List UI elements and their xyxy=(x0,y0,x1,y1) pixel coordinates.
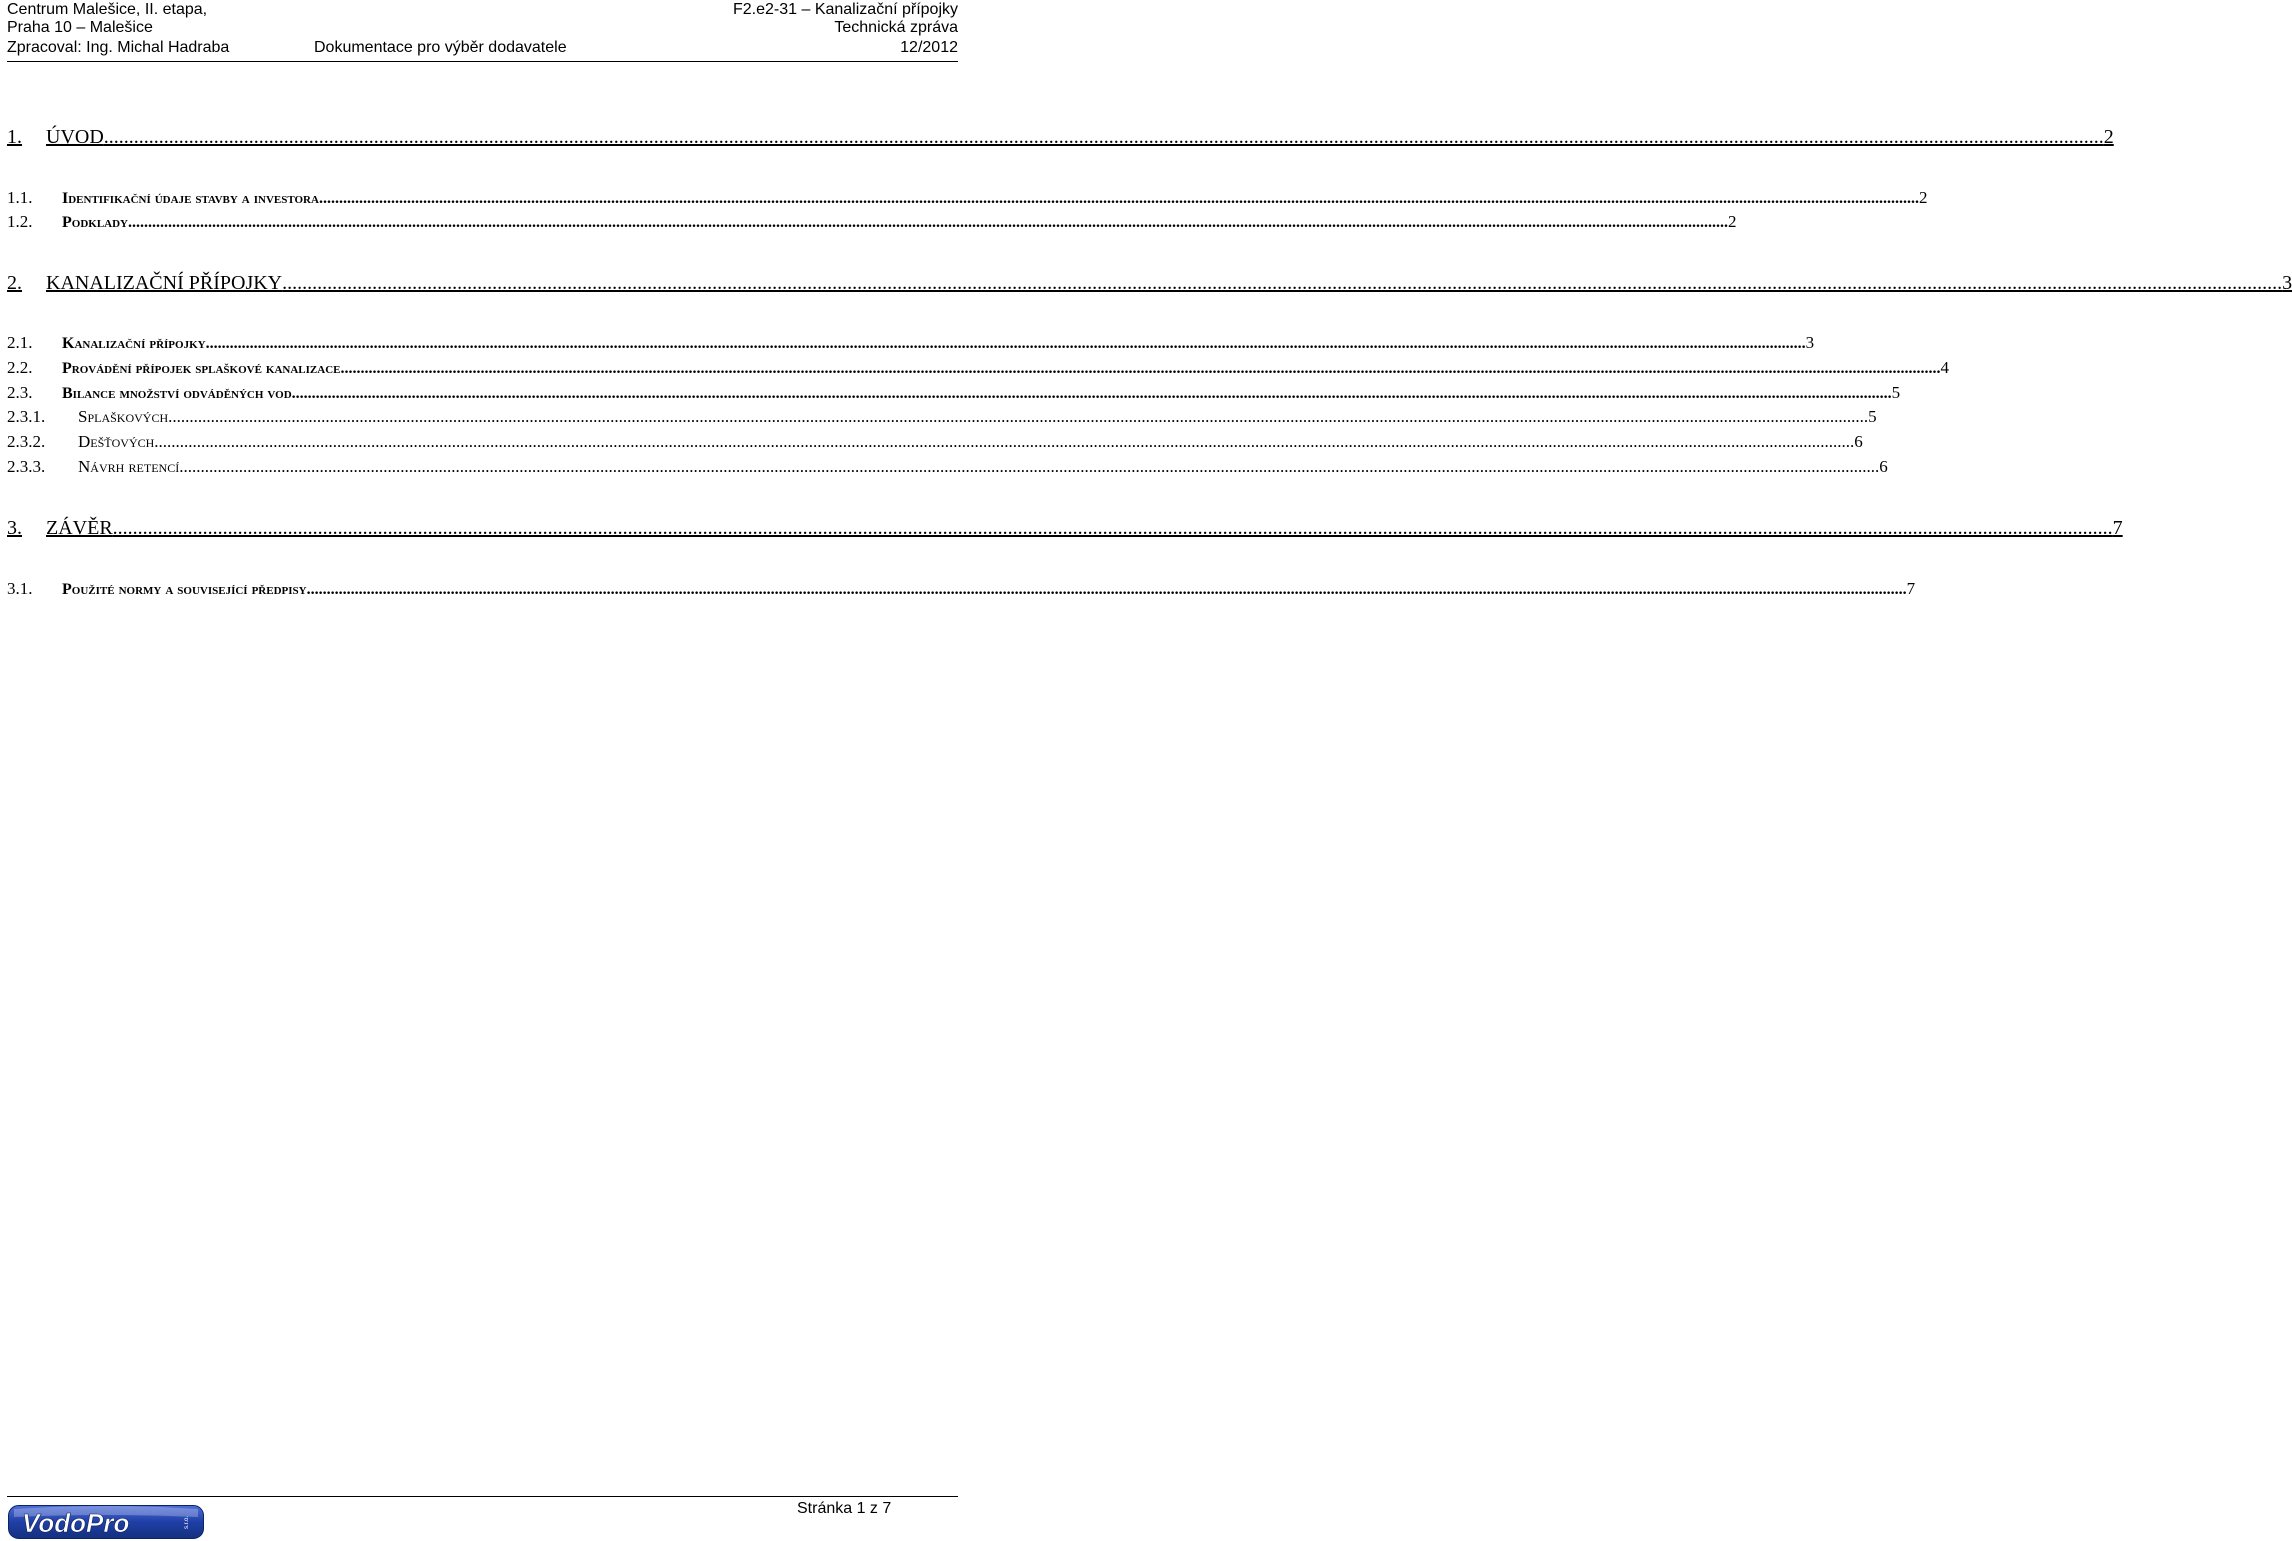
toc-entry-page: 6 xyxy=(1854,432,1863,451)
toc-entry-number: 2.3.3. xyxy=(7,457,46,476)
toc-entry-number: 3. xyxy=(7,517,22,539)
toc-entry-2-3-1[interactable] xyxy=(7,407,1877,431)
toc-entry-page: 2 xyxy=(1918,188,1928,207)
toc-entry-page: 5 xyxy=(1891,383,1901,402)
toc-entry-page: 7 xyxy=(1906,579,1916,598)
toc-entry-1-2[interactable] xyxy=(7,212,1737,236)
toc-entry-3-1[interactable] xyxy=(7,579,1916,603)
toc-entry-title: ZÁVĚR xyxy=(46,517,113,539)
toc-entry-title: Provádění přípojek splaškové kanalizace xyxy=(62,360,341,377)
toc-entry-page: 7 xyxy=(2112,517,2123,539)
toc-dot-leader: ................................................................................................................................................................................................................................................................................................................................................................................................................ xyxy=(340,360,1941,377)
toc-dot-leader: ................................................................................................................................................................................................................................................................................................................................................................................................................ xyxy=(112,517,2113,539)
toc-entry-title: Bilance množství odváděných vod xyxy=(62,385,292,402)
toc-dot-leader: ................................................................................................................................................................................................................................................................................................................................................................................................................ xyxy=(291,385,1892,402)
toc-entry-number: 1.1. xyxy=(7,188,33,207)
toc-entry-title: Dešťových xyxy=(78,432,155,451)
toc-entry-number: 2.3.1. xyxy=(7,407,46,426)
footer-divider xyxy=(7,1496,958,1497)
toc-entry-page: 4 xyxy=(1940,358,1949,377)
toc-entry-2-3-3[interactable] xyxy=(7,457,1888,481)
toc-entry-number: 3.1. xyxy=(7,579,33,598)
toc-entry-title: Splaškových xyxy=(78,407,169,426)
toc-entry-title: Podklady xyxy=(62,214,128,231)
toc-entry-title: ÚVOD xyxy=(46,126,104,148)
header-document-code: F2.e2-31 – Kanalizační přípojky xyxy=(732,1,958,18)
toc-entry-title: KANALIZAČNÍ PŘÍPOJKY xyxy=(46,272,283,294)
toc-entry-page: 3 xyxy=(2282,272,2292,294)
toc-entry-2-3[interactable] xyxy=(7,383,1901,407)
toc-entry-page: 5 xyxy=(1868,407,1877,426)
header-documentation-type: Dokumentace pro výběr dodavatele xyxy=(314,39,567,56)
toc-entry-page: 6 xyxy=(1879,457,1888,476)
toc-entry-1-1[interactable] xyxy=(7,188,1928,212)
toc-entry-title: Použité normy a související předpisy xyxy=(62,581,307,598)
table-of-contents xyxy=(0,0,2292,640)
toc-dot-leader: ................................................................................................................................................................................................................................................................................................................................................................................................................ xyxy=(128,214,1728,231)
toc-entry-page: 2 xyxy=(2103,126,2114,148)
toc-entry-2-1[interactable] xyxy=(7,333,1815,357)
header-project-name: Centrum Malešice, II. etapa, xyxy=(7,1,208,18)
logo-suffix: s.r.o. xyxy=(184,1515,190,1529)
toc-dot-leader: ................................................................................................................................................................................................................................................................................................................................................................................................................ xyxy=(318,190,1919,207)
toc-entry-number: 2.2. xyxy=(7,358,33,377)
vodopro-logo xyxy=(8,1505,204,1539)
toc-dot-leader: ................................................................................................................................................................................................................................................................................................................................................................................................................ xyxy=(168,407,1869,426)
toc-entry-2[interactable] xyxy=(7,272,2292,296)
toc-entry-2-2[interactable] xyxy=(7,358,1949,382)
toc-entry-title: Kanalizační přípojky xyxy=(62,335,206,352)
toc-dot-leader: ................................................................................................................................................................................................................................................................................................................................................................................................................ xyxy=(205,335,1806,352)
header-author: Zpracoval: Ing. Michal Hadraba xyxy=(7,39,230,56)
toc-entry-2-3-2[interactable] xyxy=(7,432,1863,456)
logo-wordmark: VodoPro xyxy=(22,1508,130,1538)
toc-entry-number: 2. xyxy=(7,272,22,294)
toc-entry-1[interactable] xyxy=(7,126,2114,150)
toc-dot-leader: ................................................................................................................................................................................................................................................................................................................................................................................................................ xyxy=(179,457,1880,476)
toc-entry-title: Návrh retencí xyxy=(78,457,180,476)
toc-entry-3[interactable] xyxy=(7,517,2123,541)
toc-entry-number: 1.2. xyxy=(7,212,33,231)
toc-entry-number: 2.3. xyxy=(7,383,33,402)
toc-entry-page: 3 xyxy=(1805,333,1815,352)
toc-dot-leader: ................................................................................................................................................................................................................................................................................................................................................................................................................ xyxy=(154,432,1855,451)
header-document-title: Technická zpráva xyxy=(834,19,958,36)
page-number: Stránka 1 z 7 xyxy=(797,1500,892,1517)
header-location: Praha 10 – Malešice xyxy=(7,19,153,36)
toc-dot-leader: ................................................................................................................................................................................................................................................................................................................................................................................................................ xyxy=(306,581,1907,598)
toc-entry-page: 2 xyxy=(1728,212,1737,231)
toc-entry-number: 2.1. xyxy=(7,333,33,352)
toc-dot-leader: ................................................................................................................................................................................................................................................................................................................................................................................................................ xyxy=(282,272,2283,294)
toc-dot-leader: ................................................................................................................................................................................................................................................................................................................................................................................................................ xyxy=(103,126,2104,148)
toc-entry-number: 1. xyxy=(7,126,22,148)
toc-entry-number: 2.3.2. xyxy=(7,432,46,451)
toc-entry-title: Identifikační údaje stavby a investora xyxy=(62,190,319,207)
header-date: 12/2012 xyxy=(900,39,958,56)
